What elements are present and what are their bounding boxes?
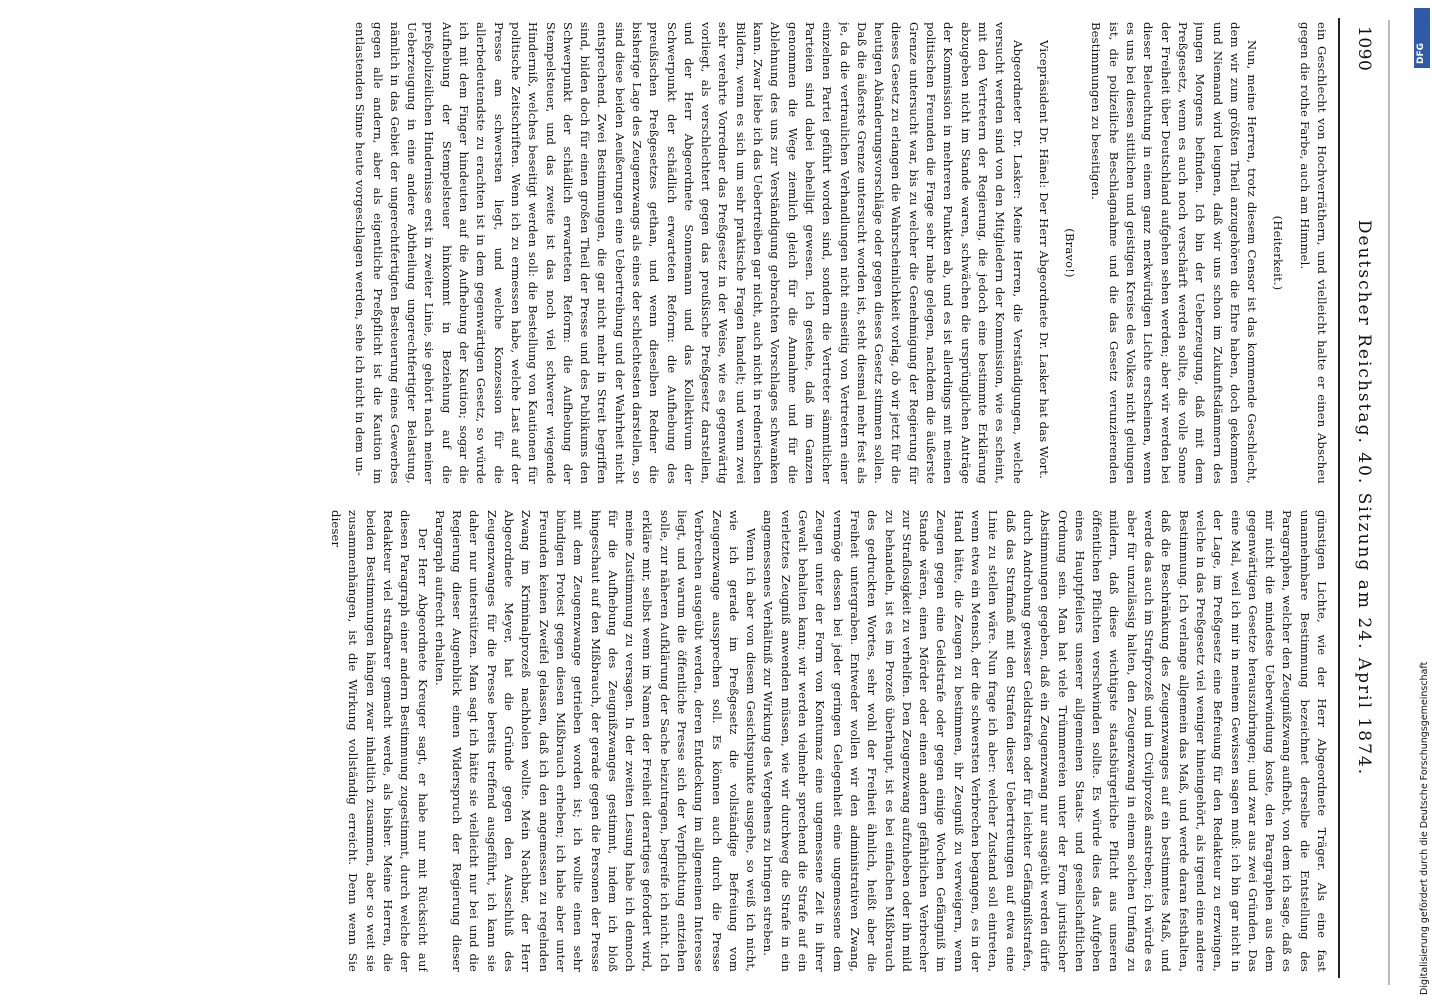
funding-credit: Digitalisierung gefördert durch die Deutsche Forschungsgemeinschaft <box>1419 661 1430 995</box>
speaker-announcement: Vicepräsident Dr. Hänel: Der Herr Abgeordnete Dr. Lasker hat das Wort. <box>1036 40 1051 479</box>
paragraph: ein Geschlecht von Hochverräthern, und vielleicht halte er einen Abscheu gegen die rothe Farbe, auch am Himmel. <box>1297 22 1329 484</box>
rotated-page <box>50 18 1380 978</box>
page-title: Deutscher Reichstag. 40. Sitzung am 24. April 1874. <box>1354 219 1374 777</box>
page-header <box>1340 18 1380 978</box>
right-column <box>85 510 1330 972</box>
left-column <box>85 22 1330 484</box>
page-number: 1090 <box>1354 26 1374 72</box>
header-rule <box>1338 18 1340 978</box>
interjection: (Heiterkeit.) <box>1271 215 1286 291</box>
paragraph: Nun, meine Herren, trotz diesem Censor ist das kommende Geschlecht, dem wir zum größten Theil anzugehören die Ehre haben, doch gekommen und Niemand wird leugnen, daß wir uns schon im Zukunftsdämmern des jungen Morgens befinden. Ich bin der Ueberzeugung, daß mit dem Preßgesetz, wenn es auch noch verschärft werden sollte, die volle Sonne der Freiheit über Deutschland aufgehen sehen werden; aber wir werden bei dieser Beleuchtung in einem ganz merkwürdigen Lichte erscheinen, wenn es uns bei diesen sittlichen und geistigen Kreise des Volkes nicht gelungen ist, die polizeiliche Beschlagnahme und die das Gesetz verunzierenden Bestimmungen zu beseitigen. <box>1089 22 1260 484</box>
speech-paragraph: Abgeordneter Dr. Lasker: Meine Herren, die Verständigungen, welche versucht werden sind von den Mitgliedern der Kommission, wie es scheint, mit den Vertretern der Regierung, die jedoch eine bestimmte Erklärung abzugeben nicht im Stande waren, schwächen die ursprünglichen Anträge der Kommission in mehreren Punkten ab, und es ist allerdings mit meinen politischen Freunden die Frage sehr nahe gelegen, nachdem die äußerste Grenze untersucht war, bis zu welcher die Genehmigung der Regierung für dieses Gesetz zu erlangen die Wahrscheinlichkeit vorlag, ob wir jetzt für die heutigen Abänderungsvorschläge oder gegen dieses Gesetz stimmen sollen. Daß die äußerste Grenze untersucht worden ist, steht diesmal mehr fest als je, da die vertraulichen Verhandlungen nicht einseitig von Vertretern einer einzelnen Partei geführt worden sind, sondern die Vertreter sämmtlicher Parteien sind dabei behelligt gewesen. Ich gestehe, daß im Ganzen genommen die Wege ziemlich gleich für die Annahme und für die Ablehnung des uns zur Verständigung gebrachten Vorschlages schwanken kann. Zwar liebe ich das Uebertreiben gar nicht, auch nicht in rednerischen Bildern, wenn es sich um sehr praktische Fragen handelt; und wenn zwei sehr verehrte Vorredner das Preßgesetz in der Weise, wie es gegenwärtig vorliegt, als verschlechtert gegen das preußische Preßgesetz darstellen, und der Herr Abgeordnete Sonnemann und das Kollektivum der Schwerpunkt der schädlich erwarteten Reform: die Aufhebung des preußischen Preßgesetzes gethan, und wenn dieselben Redner die bisherige Lage des Zeugenzwangs als eines der schlechtesten darstellen, so sind diese beiden Aeußerungen eine Uebertreibung und der Wahrheit nicht entsprechend. Zwei Bestimmungen, die gar nicht mehr in Streit begriffen sind, bilden doch für einen großen Theil der Presse und des Publikums den Schwerpunkt der schädlich erwarteten Reform: die Aufhebung der Stempelsteuer, und das zweite ist das noch viel schwerer wiegende Hinderniß, welches beseitigt werden soll: die Bestellung von Kautionen für politische Zeitschriften. Wenn ich zu ermessen habe, welche Last auf der Presse am schwersten liegt, und welche Konzession für die allerbedeutendste zu erachten ist in dem gegenwärtigen Gesetz, so würde ich mit dem Finger hindeuten auf die Aufhebung der Kaution; sogar die Aufhebung der Stempelsteuer hinkommt in Beziehung auf die preßpolizeilichen Hindernisse erst in zweiter Linie, sie gehört nach meiner Ueberzeugung in eine andere Abtheilung ungerechtfertigter Belastung, nämlich in das Gebiet der ungerechtfertigten Besteuerung eines Gewerbes gegen alle andern, aber als eigentliche Preßpflicht ist die Kaution im entlastenden Sinne heute vorgeschlagen werden, sehe ich nicht in dem un- <box>353 22 1025 484</box>
dfg-logo-label: DFG <box>1416 42 1426 64</box>
paragraph: günstigen Lichte, wie der Herr Abgeordnete Träger. Als eine fast unannehmbare Bestimmung bezeichnet derselbe die Entstellung des Paragraphen, welcher den Zeugnißzwang aufhebt, von dem ich sage, daß es mir nicht die mindeste Ueberwindung koste, den Paragraphen aus dem gegenwärtigen Gesetze herauszubringen; und zwar aus zwei Gründen. Das eine Mal, weil ich mir in meinem Gewissen sagen muß: ich bin gar nicht in der Lage, im Preßgesetz eine Befreiung für den Redakteur zu erzwingen, welche in das Preßgesetz viel weniger hineingehört, als irgend eine andere Bestimmung. Ich verlange allgemein das Maß, und werde daran festhalten, daß die Beschränkung des Zeugenzwanges auf ein bestimmtes Maß, und werde das auch im Strafprozeß und im Civilprozeß anstreben; ich würde es aber für unzulässig halten, den Zeugenzwang in einem solchen Umfang zu mildern, daß diese wichtigste staatsbürgerliche Pflicht aus unseren öffentlichen Pflichten verschwinden sollte. Es würde dies das Aufgeben eines Hauptpfeilers unserer allgemeinen Staats- und gesellschaftlichen Ordnung sein. Man hat viele Trümmereien unter der Form juristischer Abstimmungen gegeben, daß ein Zeugenzwang nur ausgeübt werden dürfe durch Androhung gewisser Geldstrafen oder für leichter Gefängnißstrafen, daß das Strafmaß mit den Strafen dieser Uebertretungen auf etwa eine Linie zu stellen wäre. Nun frage ich aber: welcher Zustand soll eintreten, wenn etwa ein Mensch, der die schwersten Verbrechen begangen, es in der Hand hätte, die Zeugen zu bestimmen, ihr Zeugniß zu verweigern, wenn Zeugen gegen eine Geldstrafe oder gegen einige Wochen Gefängniß im Stande wären, einen Mörder oder einen andern gefährlichen Verbrecher zur Straflosigkeit zu verhelfen. Den Zeugenzwang aufzuheben oder ihn mild zu behandeln, ist es im Prozeß überhaupt, ist es bei einfachen Mißbrauch des gedruckten Wortes, sehr wohl der Freiheit ähnlich, heißt aber die Freiheit untergraben. Entweder wollen wir den administrativen Zwang, vermöge dessen bei jeder geringen Gelegenheit eine ungemessene dem Zeugen unter der Form von Kontumaz eine ungemessene Zeit in ihrer Gewalt behalten kann; wir werden vielmehr sprechend die Strafe auf ein verletztes Zeugniß anwenden müssen, wie wir durchweg die Strafe in ein angemessenes Verhältniß zur Wirkung des Vergehens zu bringen streben. <box>761 510 1329 972</box>
paragraph: Der Herr Abgeordnete Kreuger sagt, er habe nur mit Rücksicht auf diesen Paragraph einer andern Bestimmung zugestimmt, durch welche der Redakteur viel strafbarer gemacht werde, als bisher. Meine Herren, die beiden Bestimmungen hängen zwar inhaltlich zusammen, aber so weit sie zusammenhängen, ist die Wirkung vollständig erreicht. Denn wenn Sie dieser <box>329 510 430 972</box>
page-edge <box>1388 20 1390 985</box>
interjection: (Bravo!) <box>1063 228 1078 278</box>
paragraph: Wenn ich aber von diesem Gesichtspunkte ausgehe, so weiß ich nicht, wie ich gerade im Preßgesetz die vollständige Befreiung vom Zeugenzwange aussprechen soll. Es können auch durch die Presse Verbrechen ausgeübt werden, deren Entdeckung im allgemeinen Interesse liegt, und warum die öffentliche Presse sich der Verpflichtung entziehen solle, zur näheren Aufklärung der Sache beizutragen, begreife ich nicht. Ich erkläre mir, selbst wenn im Namen der Freiheit derartiges gefordert wird, meine Zustimmung zu versagen. In der zweiten Lesung habe ich dennoch für die Aufhebung des Zeugnißzwanges gestimmt, indem ich bloß hingeschaut auf den Mißbrauch, der gerade gegen die Personen der Presse mit dem Zeugenzwange getrieben worden ist; ich wollte einen sehr bündigen Protest gegen diesen Mißbrauch erheben; ich habe aber unter Freunden keinen Zweifel gelassen, daß ich den angemessen zu regelnden Zwang im Kriminalprozeß nachholen wollte. Mein Nachbar, der Herr Abgeordnete Meyer, hat die Gründe gegen den Ausschluß des Zeugenzwanges für die Presse bereits treffend ausgeführt, ich kann sie daher nur unterstützen. Man sagt ich hätte sie vielleicht nur bei und die Regierung dieser Augenblick einen Widerspruch der Regierung dieser Paragraph aufrecht erhalten. <box>432 510 759 972</box>
